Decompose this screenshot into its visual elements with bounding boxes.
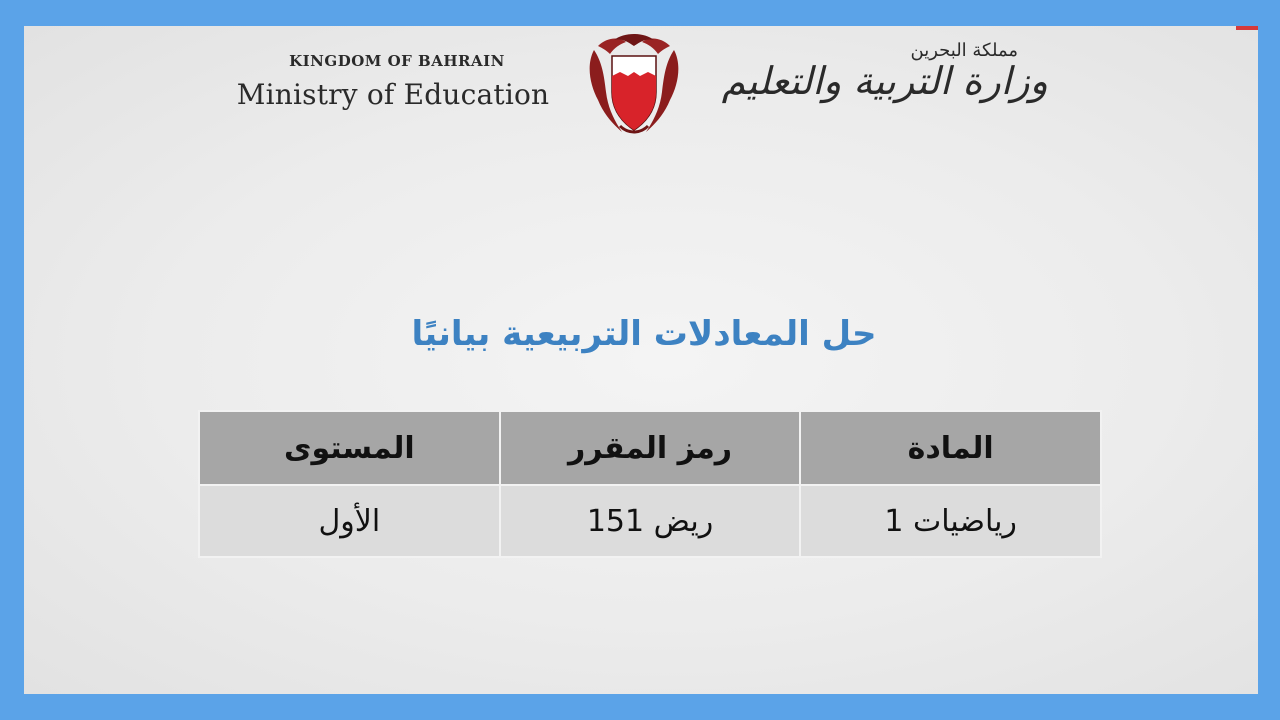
header-english [228,52,558,111]
slide [24,26,1258,694]
kingdom-label-ar: مملكة البحرين [910,40,1018,61]
ministry-label-en: Ministry of Education [236,78,550,111]
header-arabic [708,40,1048,103]
cell-level: الأول [199,485,500,557]
table-row [199,485,1101,557]
cell-subject: رياضيات 1 [800,485,1101,557]
cell-course-code: ريض 151 [500,485,801,557]
header-subject: المادة [800,411,1101,485]
bahrain-coat-of-arms-icon [584,30,684,140]
kingdom-label-en: KINGDOM OF BAHRAIN [289,52,505,70]
header-level: المستوى [199,411,500,485]
table-header-row [199,411,1101,485]
lesson-title: حل المعادلات التربيعية بيانيًا [411,314,877,354]
header-course-code: رمز المقرر [500,411,801,485]
course-info-table [198,410,1102,558]
ministry-label-ar: وزارة التربية والتعليم [721,59,1048,103]
corner-mark [1236,26,1258,30]
